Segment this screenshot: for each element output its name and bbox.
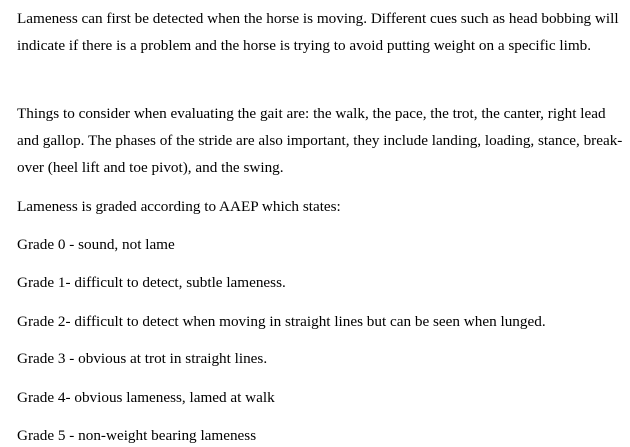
grade-5: Grade 5 - non-weight bearing lameness [17, 427, 257, 444]
grade-3: Grade 3 - obvious at trot in straight lines. [17, 350, 268, 367]
intro-paragraph: Lameness can first be detected when the horse is moving. Different cues such as head bobbing will indicate if there is a problem and the horse is trying to avoid putting weight on a specific limb. [17, 10, 619, 54]
grade-1: Grade 1- difficult to detect, subtle lameness. [17, 274, 286, 291]
grade-2: Grade 2- difficult to detect when moving in straight lines but can be seen when lunged. [17, 313, 546, 330]
grade-0: Grade 0 - sound, not lame [17, 236, 175, 253]
grading-intro: Lameness is graded according to AAEP which states: [17, 198, 341, 215]
grade-4: Grade 4- obvious lameness, lamed at walk [17, 389, 275, 406]
gait-paragraph: Things to consider when evaluating the gait are: the walk, the pace, the trot, the canter, right lead and gallop. The phases of the stride are also important, they include landing, loading, stance, break-over (heel lift and toe pivot), and the swing. [17, 105, 623, 176]
